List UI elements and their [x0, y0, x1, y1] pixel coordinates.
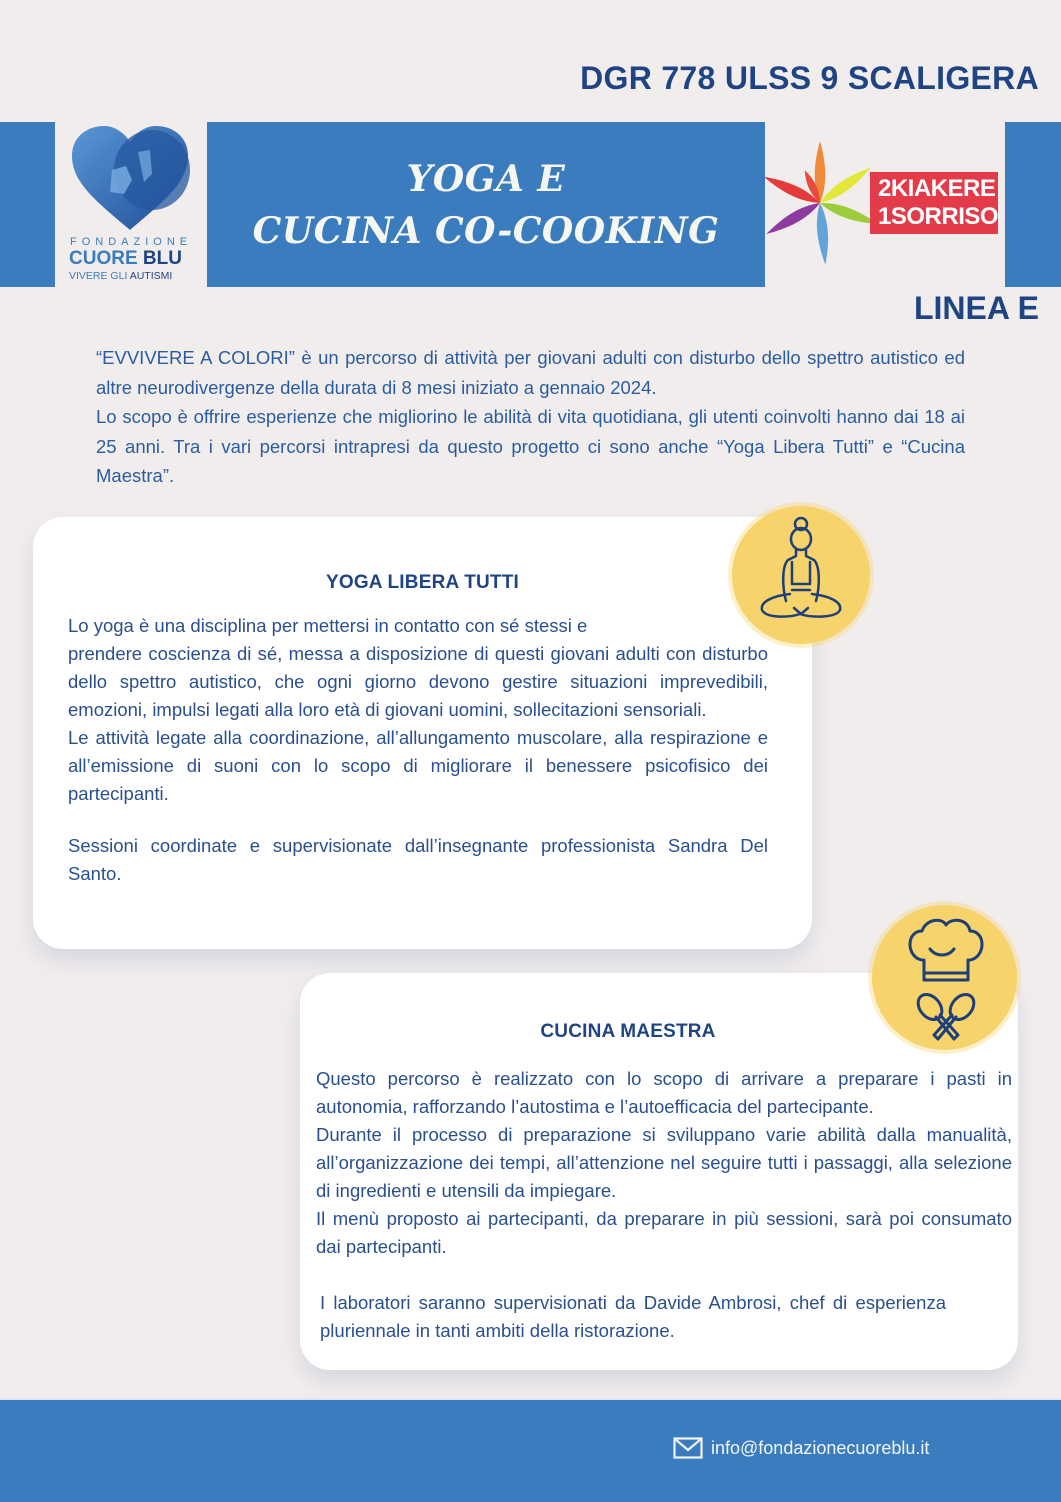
yoga-card-title: YOGA LIBERA TUTTI: [325, 572, 520, 593]
yoga-pose-icon: [732, 506, 870, 644]
left-accent-bar: [0, 122, 55, 287]
logo-text-blu: BLU: [142, 248, 182, 269]
cucina-paragraph-2: Durante il processo di preparazione si sviluppano varie abilità dalla manualità, all’organizzazione dei tempi, all’attenzione nel seguire tutti i passaggi, alla selezione di ingredienti e utensili da impiegare.: [316, 1124, 1012, 1201]
kiakere-line-2: 1SORRISO: [878, 203, 999, 230]
logo-text-autismi: AUTISMI: [129, 270, 173, 282]
yoga-card-body: [68, 612, 768, 888]
right-accent-bar: [1005, 122, 1061, 287]
logo-line-tagline: [69, 270, 172, 282]
logo-line-cuore-blu: [69, 248, 182, 270]
mail-icon: [673, 1437, 703, 1459]
yoga-paragraph-1a: Lo yoga è una disciplina per mettersi in contatto con sé stessi e: [68, 615, 588, 636]
contact-email-link[interactable]: info@fondazionecuoreblu.it: [711, 1438, 930, 1458]
yoga-paragraph-1b: prendere coscienza di sé, messa a disposizione di questi giovani adulti con disturbo dello spettro autistico, che ogni giorno devono gestire situazioni imprevedibili, emozioni, impulsi legati alla loro età di giovani uomini, sollecitazioni sensoriali.: [68, 643, 768, 720]
logo-line-fondazione: FONDAZIONE: [70, 236, 193, 248]
cucina-paragraph-1: Questo percorso è realizzato con lo scopo di arrivare a preparare i pasti in autonomia, rafforzando l’autostima e l’autoefficacia del partecipante.: [316, 1068, 1012, 1117]
kiakere-line-1: 2KIAKERE: [878, 175, 996, 202]
kiakere-tag: [870, 172, 998, 234]
cucina-card-footer: [320, 1289, 946, 1345]
cucina-badge: [872, 905, 1017, 1050]
title-banner: [207, 122, 765, 287]
footer-bar: [0, 1398, 1061, 1502]
yoga-badge: [732, 506, 870, 644]
logo-text-cuore: CUORE: [69, 248, 143, 269]
logo-text-vivere: VIVERE GLI: [69, 270, 130, 282]
cucina-card-title: CUCINA MAESTRA: [540, 1021, 716, 1042]
program-heading: DGR 778 ULSS 9 SCALIGERA: [580, 60, 1039, 96]
heart-logo-icon: [60, 122, 200, 234]
yoga-paragraph-2: Le attività legate alla coordinazione, all’allungamento muscolare, alla respirazione e all’emissione di suoni con lo scopo di migliorare il benessere psicofisico dei partecipanti.: [68, 727, 768, 804]
intro-paragraph-1: “EVVIVERE A COLORI” è un percorso di attività per giovani adulti con disturbo dello spettro autistico ed altre neurodivergenze della durata di 8 mesi iniziato a gennaio 2024.: [96, 347, 965, 398]
intro-text: [96, 343, 965, 491]
flower-logo-icon: [765, 135, 875, 275]
title-line-2: CUCINA CO-COOKING: [252, 209, 720, 252]
kiakere-sorriso-logo: [765, 135, 1005, 275]
yoga-paragraph-3: Sessioni coordinate e supervisionate dall’insegnante professionista Sandra Del Santo.: [68, 835, 768, 884]
intro-paragraph-2: Lo scopo è offrire esperienze che migliorino le abilità di vita quotidiana, gli utenti coinvolti hanno dai 18 ai 25 anni. Tra i vari percorsi intrapresi da questo progetto ci sono anche “Yoga Libera Tutti” e “Cucina Maestra”.: [96, 406, 965, 486]
chef-hat-spoons-icon: [872, 905, 1017, 1050]
line-label: LINEA E: [913, 290, 1039, 326]
cucina-paragraph-3: Il menù proposto ai partecipanti, da preparare in più sessioni, sarà poi consumato dai partecipanti.: [316, 1208, 1012, 1257]
yoga-card: [33, 517, 812, 949]
cucina-card-body: [316, 1065, 1012, 1261]
fondazione-cuore-blu-logo: [60, 122, 200, 287]
cucina-paragraph-4: I laboratori saranno supervisionati da Davide Ambrosi, chef di esperienza pluriennale in tanti ambiti della ristorazione.: [320, 1292, 946, 1341]
title-line-1: YOGA E: [406, 157, 566, 200]
